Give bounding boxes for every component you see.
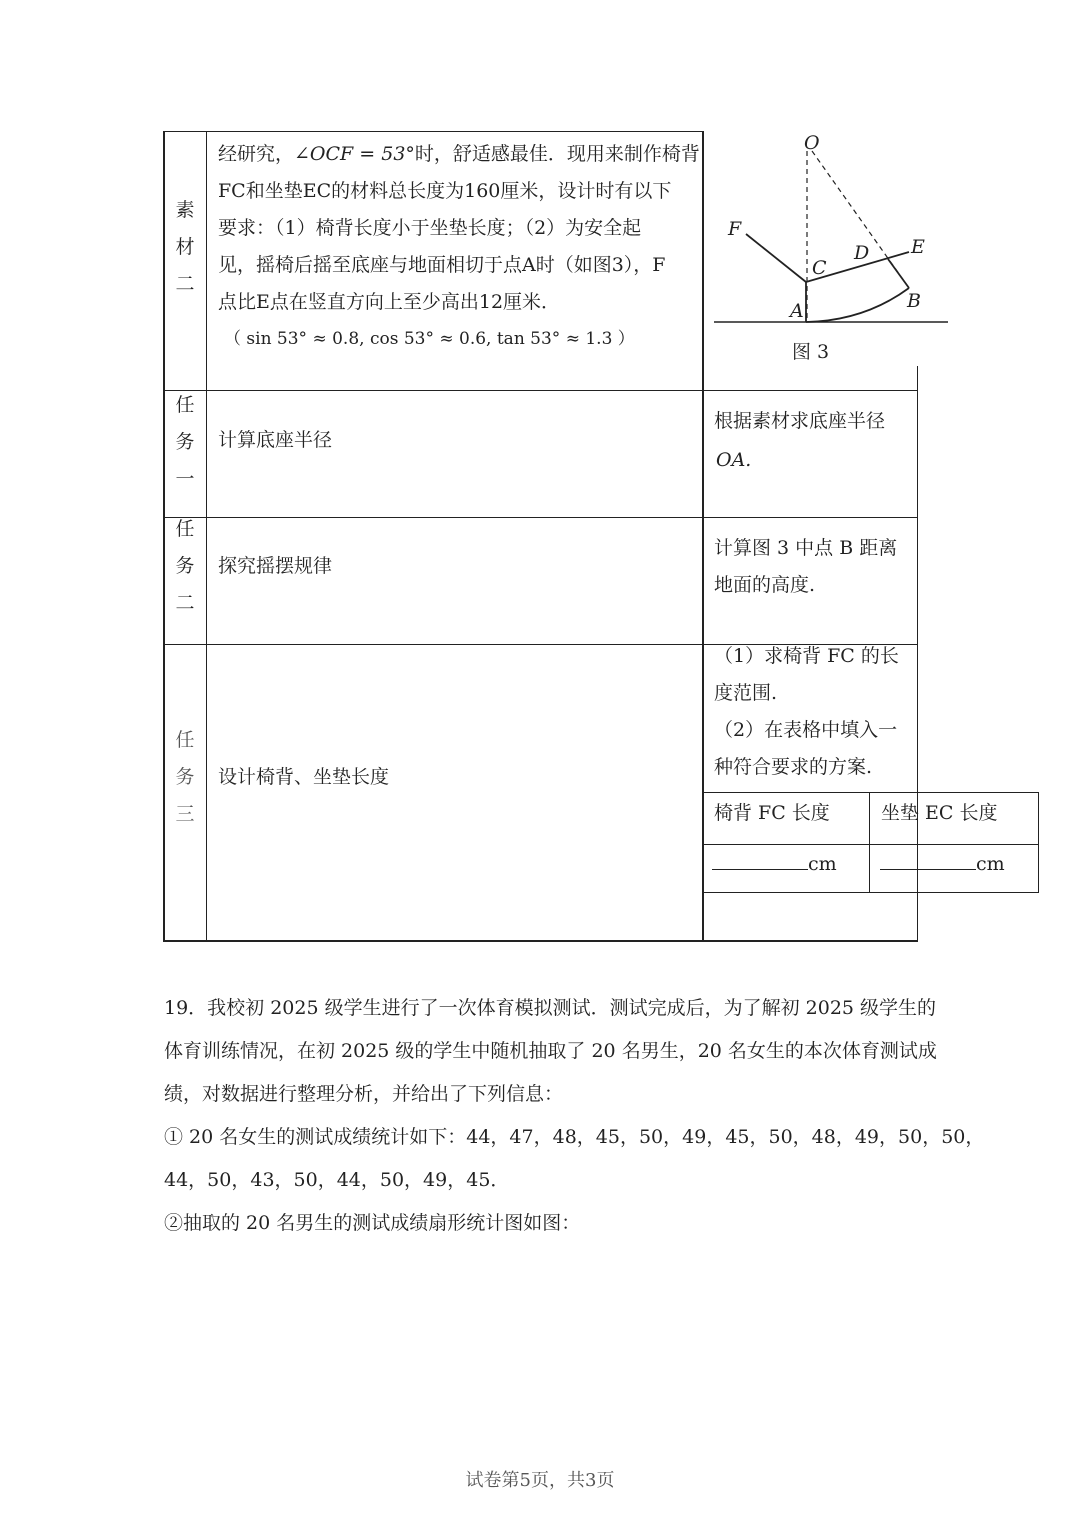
angle-formula: ∠OCF = 53° bbox=[294, 143, 415, 165]
q19-line1: 19．我校初 2025 级学生进行了一次体育模拟测试．测试完成后，为了解初 2025 级学生的 bbox=[164, 997, 937, 1019]
seat-length-header: 坐垫 EC 长度 bbox=[881, 802, 998, 824]
label-char: 三 bbox=[175, 803, 195, 825]
unit-label: cm bbox=[808, 853, 837, 875]
rocker-arc-AB bbox=[806, 288, 909, 322]
segment-DB bbox=[888, 259, 909, 288]
label-C: C bbox=[812, 257, 827, 279]
label-char: 任 bbox=[175, 394, 195, 416]
grid-line bbox=[206, 131, 207, 942]
unit-label: cm bbox=[976, 853, 1005, 875]
task3-requirement-3: （2）在表格中填入一 bbox=[714, 719, 898, 741]
label-char: 二 bbox=[175, 273, 195, 295]
material2-line1: 经研究，∠OCF = 53°时，舒适感最佳．现用来制作椅背 bbox=[218, 143, 700, 165]
answer-blank[interactable] bbox=[880, 851, 976, 870]
grid-line bbox=[1038, 792, 1039, 893]
task3-requirement-2: 度范围. bbox=[714, 682, 778, 704]
label-char: 材 bbox=[175, 236, 195, 258]
task3-label bbox=[165, 722, 205, 833]
task3-requirement-1: （1）求椅背 FC 的长 bbox=[714, 645, 899, 667]
label-A: A bbox=[790, 300, 804, 322]
task1-requirement-1: 根据素材求底座半径 bbox=[714, 410, 886, 432]
task2-name: 探究摇摆规律 bbox=[218, 555, 333, 577]
label-D: D bbox=[854, 242, 870, 264]
grid-line bbox=[869, 792, 870, 893]
task1-label bbox=[165, 387, 205, 498]
material2-line2: FC和坐垫EC的材料总长度为160厘米，设计时有以下 bbox=[218, 180, 672, 202]
label-E: E bbox=[911, 236, 925, 258]
q19-line5: 44，50，43，50，44，50，49，45． bbox=[164, 1169, 510, 1191]
label-char: 素 bbox=[175, 199, 195, 221]
material2-line5: 点比E点在竖直方向上至少高出12厘米． bbox=[218, 291, 561, 313]
page-footer: 试卷第5页，共3页 bbox=[465, 1470, 615, 1491]
task3-requirement-4: 种符合要求的方案. bbox=[714, 756, 873, 778]
label-char: 一 bbox=[175, 468, 195, 490]
seat-length-input[interactable] bbox=[880, 846, 1005, 883]
q19-line2: 体育训练情况，在初 2025 级的学生中随机抽取了 20 名男生，20 名女生的本次体育测试成 bbox=[164, 1040, 937, 1062]
task2-requirement-2: 地面的高度. bbox=[714, 574, 816, 596]
figure-caption: 图 3 bbox=[792, 341, 830, 363]
trig-values: （ sin 53° ≈ 0.8, cos 53° ≈ 0.6, tan 53° ≈ 1.3 ） bbox=[224, 329, 635, 349]
label-char: 任 bbox=[175, 518, 195, 540]
grid-line bbox=[163, 390, 918, 391]
figure-3 bbox=[704, 131, 954, 371]
grid-line bbox=[703, 844, 1039, 845]
label-B: B bbox=[907, 290, 921, 312]
task2-label bbox=[165, 511, 205, 622]
answer-blank[interactable] bbox=[712, 851, 808, 870]
task1-name: 计算底座半径 bbox=[218, 429, 333, 451]
grid-line bbox=[163, 940, 918, 942]
grid-line bbox=[163, 517, 918, 518]
grid-line bbox=[703, 792, 1039, 793]
q19-line6: ②抽取的 20 名男生的测试成绩扇形统计图如图： bbox=[164, 1212, 581, 1234]
grid-line bbox=[703, 892, 1039, 893]
label-char: 二 bbox=[175, 592, 195, 614]
material2-label bbox=[165, 192, 205, 303]
label-char: 务 bbox=[175, 431, 195, 453]
grid-line bbox=[163, 131, 704, 132]
label-char: 务 bbox=[175, 555, 195, 577]
chair-back-FC bbox=[746, 234, 806, 282]
material2-line4: 见，摇椅后摇至底座与地面相切于点A时（如图3），F bbox=[218, 254, 666, 276]
label-O: O bbox=[804, 132, 820, 154]
chair-back-length-header: 椅背 FC 长度 bbox=[714, 802, 830, 824]
task3-name: 设计椅背、坐垫长度 bbox=[218, 766, 390, 788]
chair-back-length-input[interactable] bbox=[712, 846, 837, 883]
task2-requirement-1: 计算图 3 中点 B 距离 bbox=[714, 537, 898, 559]
task1-requirement-2: OA. bbox=[716, 449, 752, 471]
q19-line3: 绩，对数据进行整理分析，并给出了下列信息： bbox=[164, 1083, 564, 1105]
label-char: 务 bbox=[175, 766, 195, 788]
label-char: 任 bbox=[175, 729, 195, 751]
material2-line3: 要求：（1）椅背长度小于坐垫长度；（2）为安全起 bbox=[218, 217, 642, 239]
q19-line4: ① 20 名女生的测试成绩统计如下：44，47，48，45，50，49，45，50，48，49，50，50， bbox=[164, 1126, 985, 1148]
label-F: F bbox=[728, 218, 742, 240]
